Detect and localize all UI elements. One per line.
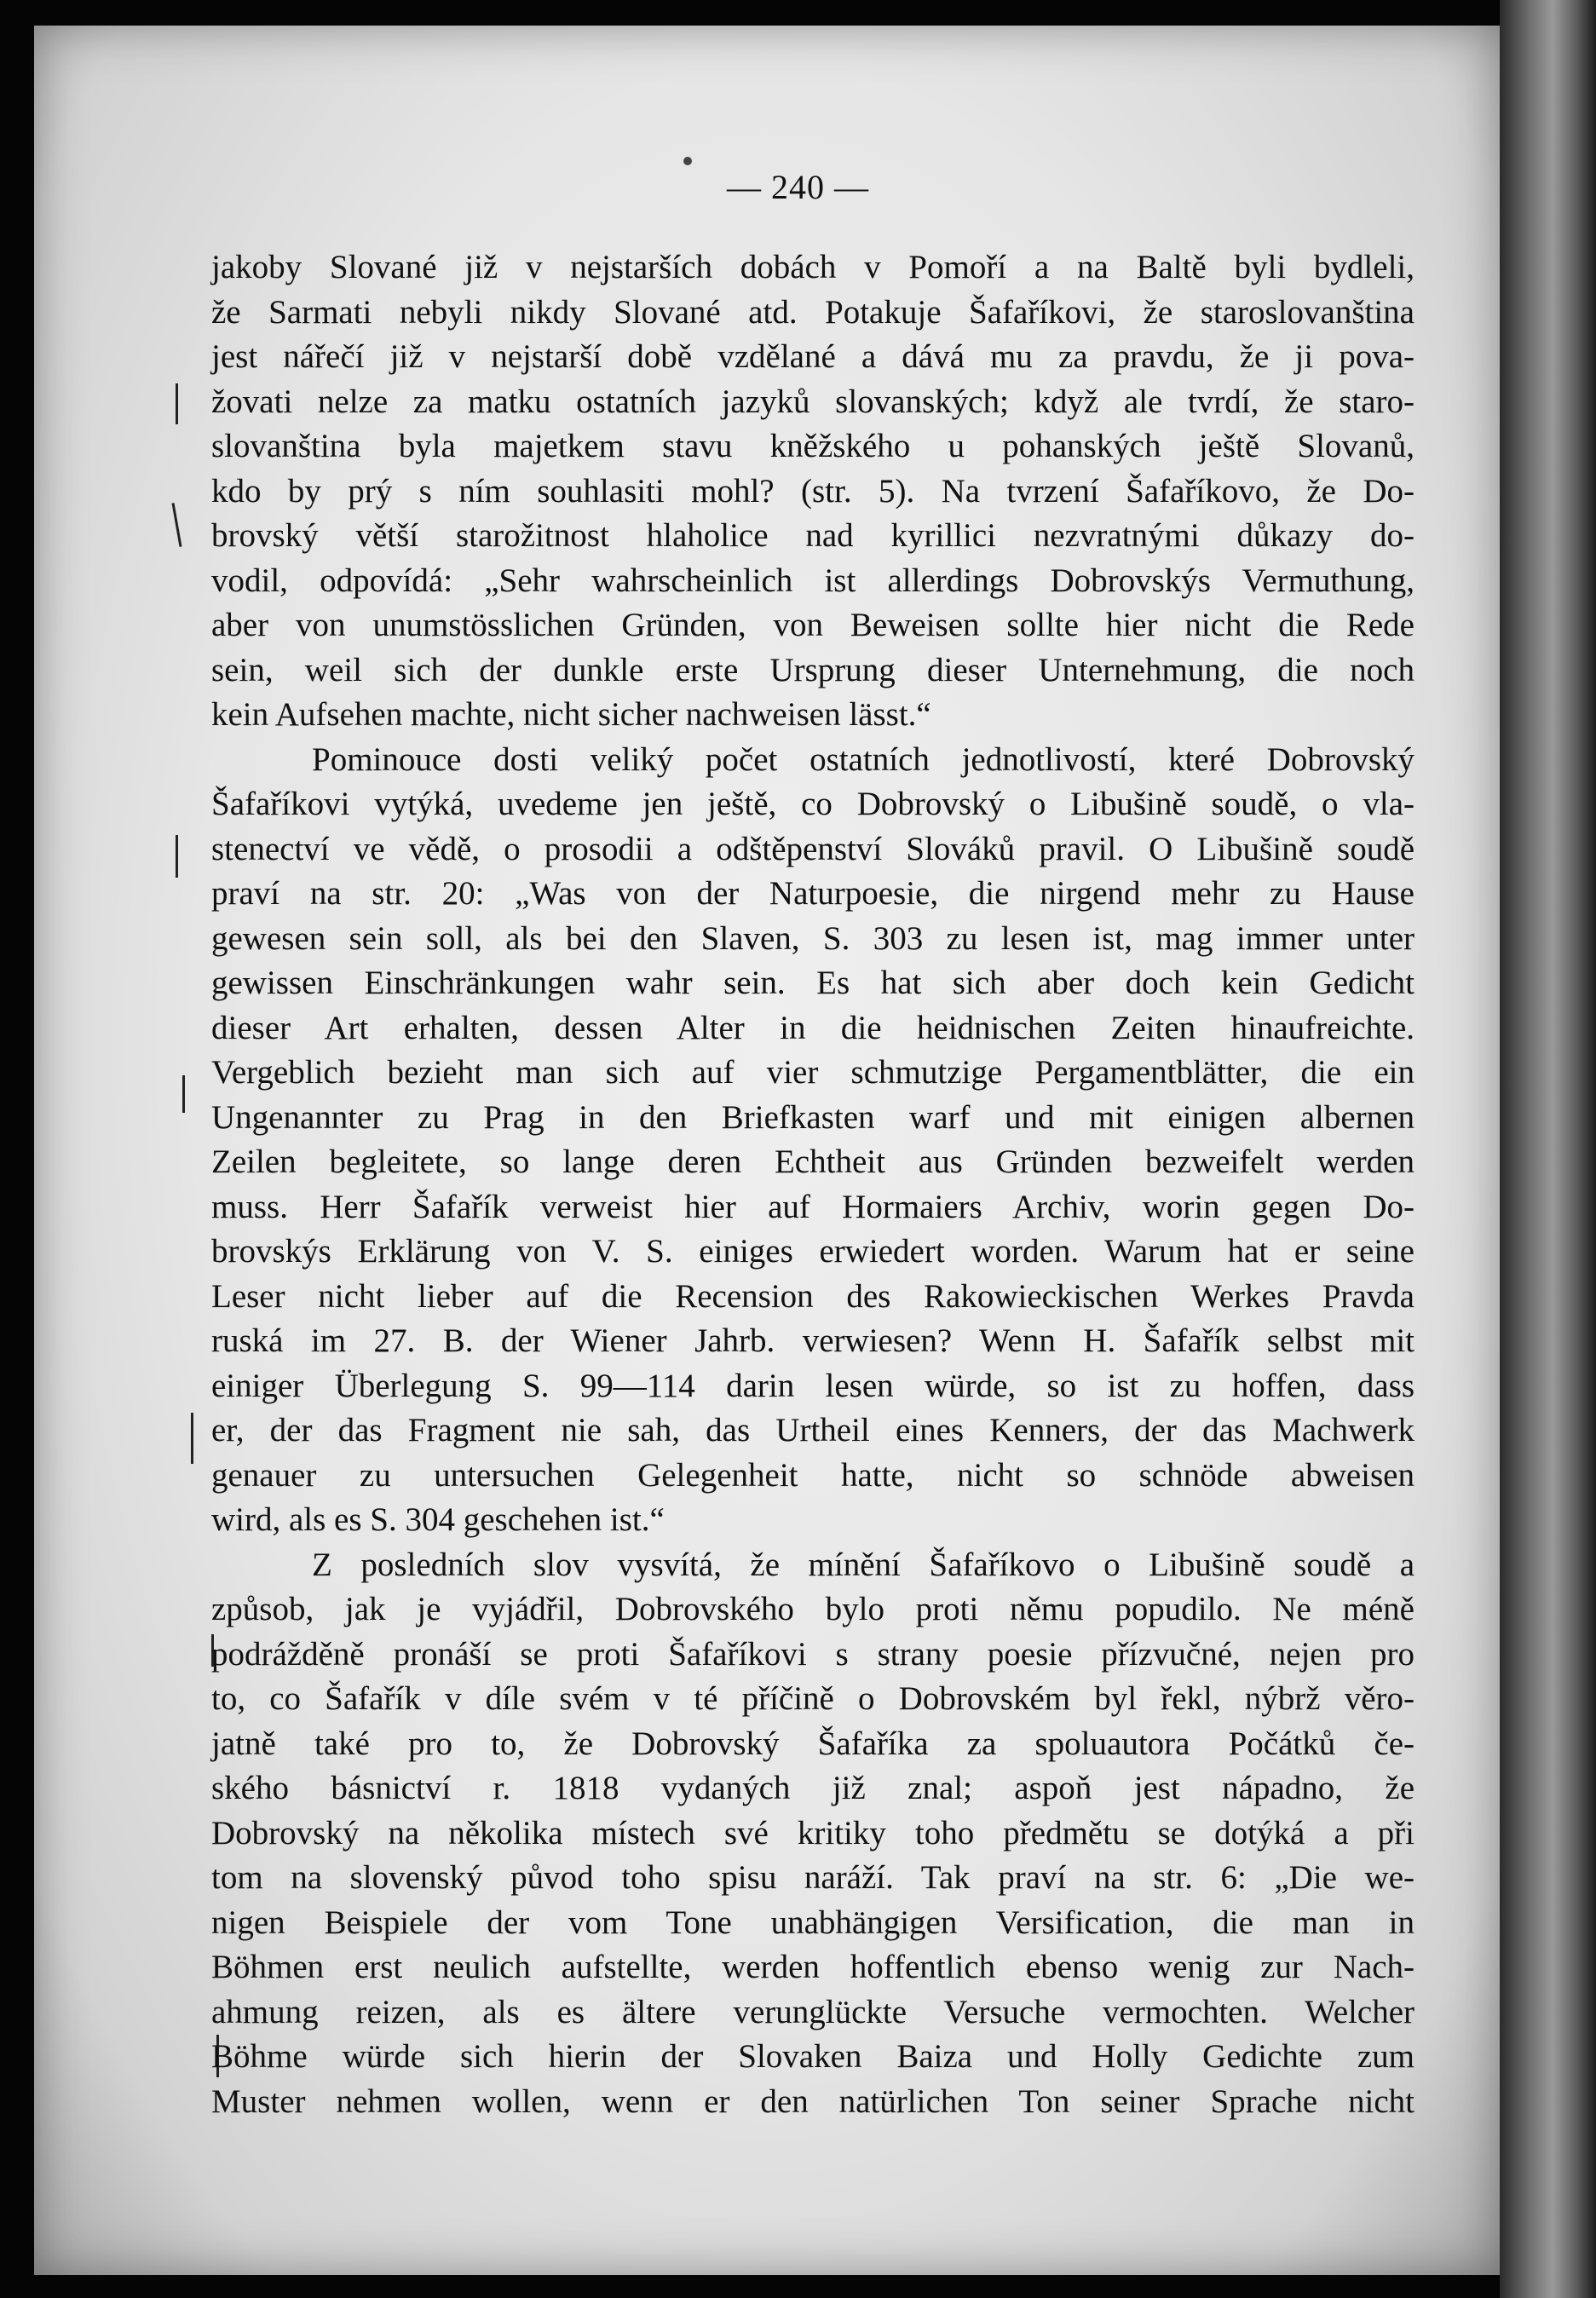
text-line: wird, als es S. 304 geschehen ist.“ xyxy=(211,1501,665,1538)
text-line: gewesen sein soll, als bei den Slaven, S. 303 zu lesen ist, mag immer unter xyxy=(211,919,1415,957)
margin-pencil-mark xyxy=(176,383,178,424)
text-line: Muster nehmen wollen, wenn er den natürlichen Ton seiner Sprache nicht xyxy=(211,2082,1415,2120)
text-line: er, der das Fragment nie sah, das Urtheil eines Kenners, der das Machwerk xyxy=(211,1412,1415,1448)
text-line: jakoby Slované již v nejstarších dobách v Pomoří a na Baltě byli bydleli, xyxy=(211,249,1415,285)
text-line: kein Aufsehen machte, nicht sicher nachweisen lässt.“ xyxy=(211,696,931,733)
text-line: praví na str. 20: „Was von der Naturpoesie, die nirgend mehr zu Hause xyxy=(211,875,1415,912)
text-line: Pominouce dosti veliký počet ostatních jednotlivostí, které Dobrovský xyxy=(312,740,1415,778)
text-line: Zeilen begleitete, so lange deren Echtheit aus Gründen bezweifelt werden xyxy=(211,1143,1415,1180)
text-line: muss. Herr Šafařík verweist hier auf Hormaiers Archiv, worin gegen Do- xyxy=(211,1188,1415,1225)
text-line: brovský větší starožitnost hlaholice nad kyrillici nezvratnými důkazy do- xyxy=(211,517,1415,554)
text-line: Böhmen erst neulich aufstellte, werden hoffentlich ebenso wenig zur Nach- xyxy=(211,1949,1415,1985)
body-text xyxy=(211,245,1415,2124)
text-line: gewissen Einschränkungen wahr sein. Es hat sich aber doch kein Gedicht xyxy=(211,965,1415,1001)
text-line: aber von unumstösslichen Gründen, von Beweisen sollte hier nicht die Rede xyxy=(211,607,1415,643)
text-line: jatně také pro to, že Dobrovský Šafaříka za spoluautora Počátků če- xyxy=(211,1725,1415,1762)
text-line: jest nářečí již v nejstarší době vzdělané a dává mu za pravdu, že ji pova- xyxy=(211,338,1415,375)
text-line: slovanština byla majetkem stavu kněžského u pohanských ještě Slovanů, xyxy=(211,428,1415,464)
page-number: — 240 — xyxy=(727,168,869,206)
text-line: kdo by prý s ním souhlasiti mohl? (str. 5). Na tvrzení Šafaříkovo, že Do- xyxy=(211,472,1415,510)
text-line: Dobrovský na několika místech své kritiky toho předmětu se dotýká a při xyxy=(211,1814,1415,1852)
text-line: Z posledních slov vysvítá, že mínění Šafaříkovo o Libušině soudě a xyxy=(312,1546,1415,1583)
margin-pencil-mark xyxy=(191,1413,193,1464)
text-line: Böhme würde sich hierin der Slovaken Baiza und Holly Gedichte zum xyxy=(211,2038,1415,2075)
text-line: Leser nicht lieber auf die Recension des Rakowieckischen Werkes Pravda xyxy=(211,1277,1415,1315)
page-edge xyxy=(1500,0,1596,2298)
text-line: Šafaříkovi vytýká, uvedeme jen ještě, co Dobrovský o Libušině soudě, o vla- xyxy=(211,786,1415,822)
text-line: Vergeblich bezieht man sich auf vier schmutzige Pergamentblätter, die ein xyxy=(211,1054,1415,1091)
text-line: Ungenannter zu Prag in den Briefkasten warf und mit einigen albernen xyxy=(211,1098,1415,1136)
text-line: einiger Überlegung S. 99—114 darin lesen würde, so ist zu hoffen, dass xyxy=(211,1367,1415,1404)
text-line: podrážděně pronáší se proti Šafaříkovi s strany poesie přízvučné, nejen pro xyxy=(211,1635,1415,1673)
ink-spot xyxy=(683,157,692,165)
text-line: žovati nelze za matku ostatních jazyků slovanských; když ale tvrdí, že staro- xyxy=(211,383,1415,420)
text-line: to, co Šafařík v díle svém v té příčině o Dobrovském byl řekl, nýbrž věro- xyxy=(211,1680,1415,1717)
text-line: že Sarmati nebyli nikdy Slované atd. Potakuje Šafaříkovi, že staroslovanština xyxy=(211,293,1415,331)
margin-pencil-mark xyxy=(182,1075,185,1113)
text-line: brovskýs Erklärung von V. S. einiges erwiedert worden. Warum hat er seine xyxy=(211,1233,1415,1270)
text-line: vodil, odpovídá: „Sehr wahrscheinlich ist allerdings Dobrovskýs Vermuthung, xyxy=(211,562,1415,599)
text-line: ského básnictví r. 1818 vydaných již znal; aspoň jest nápadno, že xyxy=(211,1770,1415,1806)
text-line: stenectví ve vědě, o prosodii a odštěpenství Slováků pravil. O Libušině soudě xyxy=(211,830,1415,867)
text-line: sein, weil sich der dunkle erste Ursprung dieser Unternehmung, die noch xyxy=(211,651,1415,688)
text-line: genauer zu untersuchen Gelegenheit hatte, nicht so schnöde abweisen xyxy=(211,1456,1415,1494)
text-line: ahmung reizen, als es ältere verunglückte Versuche vermochten. Welcher xyxy=(211,1993,1415,2030)
text-line: dieser Art erhalten, dessen Alter in die heidnischen Zeiten hinaufreichte. xyxy=(211,1009,1415,1046)
margin-pencil-mark xyxy=(176,835,178,878)
text-line: ruská im 27. B. der Wiener Jahrb. verwiesen? Wenn H. Šafařík selbst mit xyxy=(211,1322,1415,1359)
text-line: způsob, jak je vyjádřil, Dobrovského bylo proti němu popudilo. Ne méně xyxy=(211,1591,1415,1627)
text-line: tom na slovenský původ toho spisu naráží. Tak praví na str. 6: „Die we- xyxy=(211,1859,1415,1896)
text-line: nigen Beispiele der vom Tone unabhängigen Versification, die man in xyxy=(211,1903,1415,1941)
